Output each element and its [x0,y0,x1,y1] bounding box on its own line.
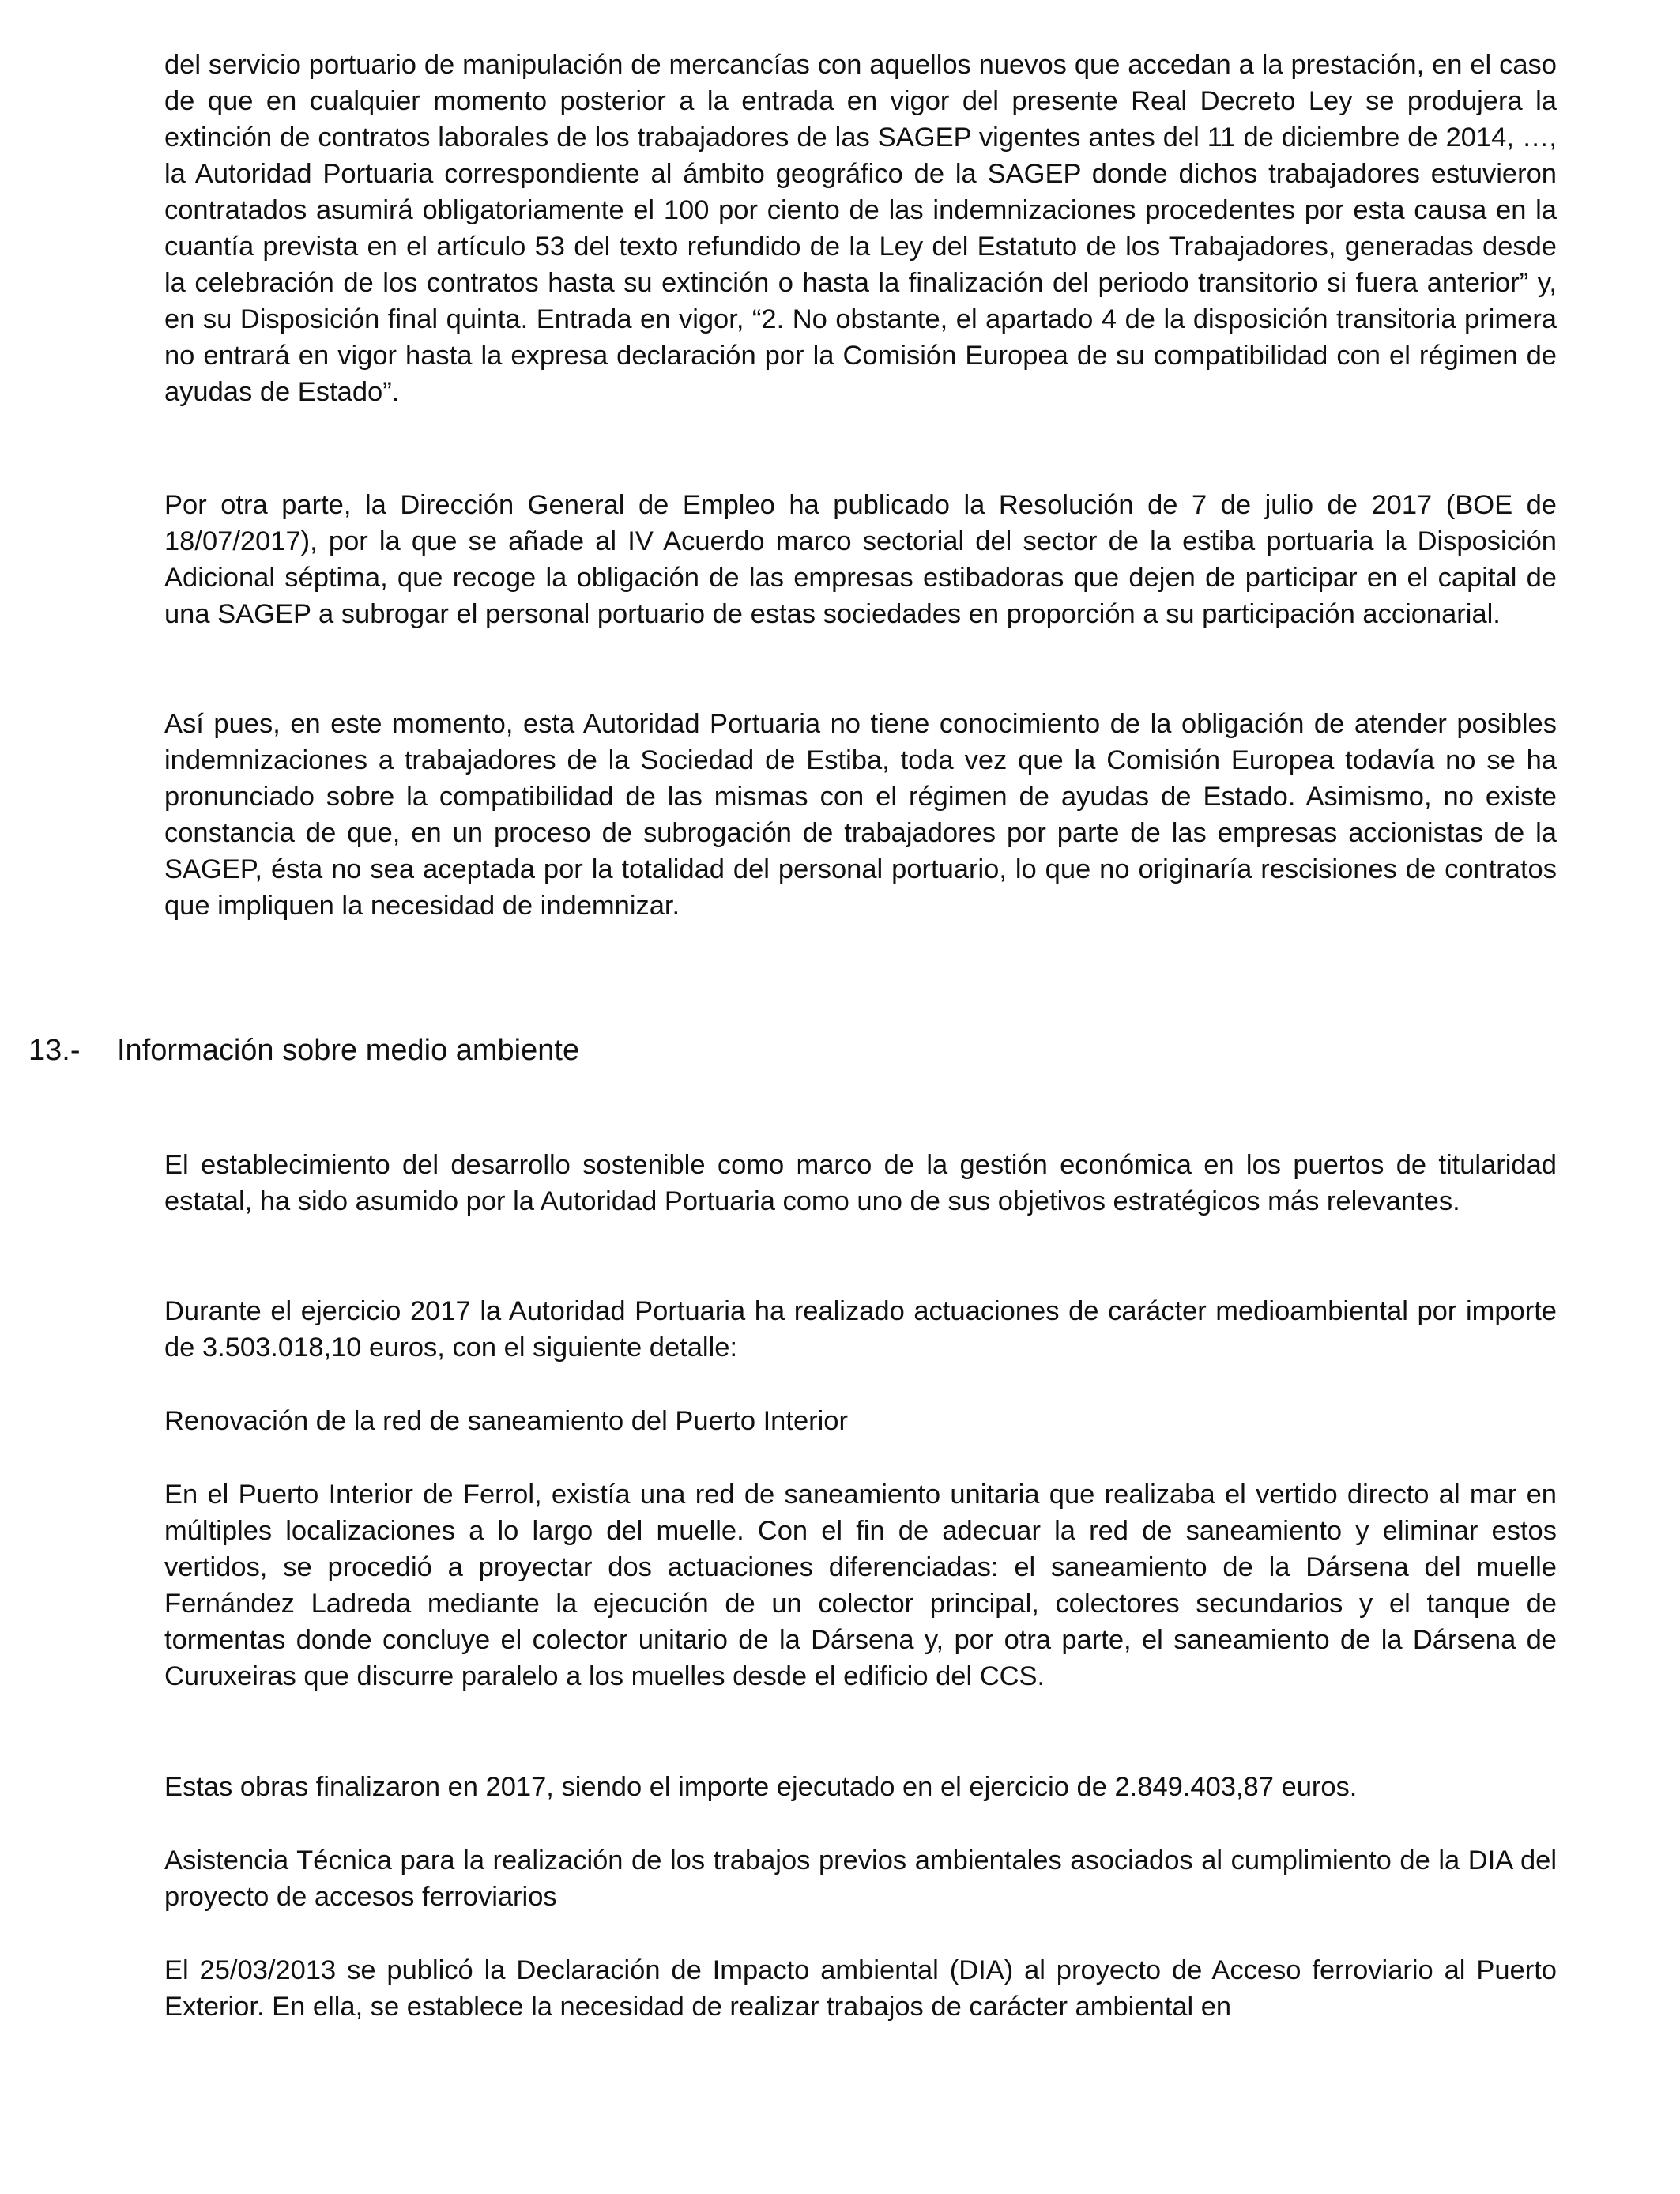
section-paragraph-1: El establecimiento del desarrollo sostenible como marco de la gestión económica en los puertos de titularidad estatal, ha sido asumido por la Autoridad Portuaria como uno de sus objetivos estratégicos más relevantes. [164,1150,1557,1216]
continuation-paragraph-3: Así pues, en este momento, esta Autoridad Portuaria no tiene conocimiento de la obligación de atender posibles indemnizaciones a trabajadores de la Sociedad de Estiba, toda vez que la Comisión Europea todavía no se ha pronunciado sobre la compatibilidad de las mismas con el régimen de ayudas de Estado. Asimismo, no existe constancia de que, en un proceso de subrogación de trabajadores por parte de las empresas accionistas de la SAGEP, ésta no sea aceptada por la totalidad del personal portuario, lo que no originaría rescisiones de contratos que impliquen la necesidad de indemnizar. [164,709,1557,921]
continuation-paragraph-1: del servicio portuario de manipulación de mercancías con aquellos nuevos que accedan a la prestación, en el caso de que en cualquier momento posterior a la entrada en vigor del presente Real Decreto Ley se produjera la extinción de contratos laborales de los trabajadores de las SAGEP vigentes antes del 11 de diciembre de 2014, …, la Autoridad Portuaria correspondiente al ámbito geográfico de la SAGEP donde dichos trabajadores estuvieron contratados asumirá obligatoriamente el 100 por ciento de las indemnizaciones procedentes por esta causa en la cuantía prevista en el artículo 53 del texto refundido de la Ley del Estatuto de los Trabajadores, generadas desde la celebración de los contratos hasta su extinción o hasta la finalización del periodo transitorio si fuera anterior” y, en su Disposición final quinta. Entrada en vigor, “2. No obstante, el apartado 4 de la disposición transitoria primera no entrará en vigor hasta la expresa declaración por la Comisión Europea de su compatibilidad con el régimen de ayudas de Estado”. [164,50,1557,407]
continuation-paragraph-2: Por otra parte, la Dirección General de Empleo ha publicado la Resolución de 7 de julio de 2017 (BOE de 18/07/2017), por la que se añade al IV Acuerdo marco sectorial del sector de la estiba portuaria la Disposición Adicional séptima, que recoge la obligación de las empresas estibadoras que dejen de participar en el capital de una SAGEP a subrogar el personal portuario de estas sociedades en proporción a su participación accionarial. [164,490,1557,629]
section-heading [28,1031,579,1070]
subheading-saneamiento: Renovación de la red de saneamiento del Puerto Interior [164,1406,848,1436]
section-title: Información sobre medio ambiente [117,1034,580,1067]
section-number: 13.- [28,1034,81,1067]
section-paragraph-3: En el Puerto Interior de Ferrol, existía una red de saneamiento unitaria que realizaba el vertido directo al mar en múltiples localizaciones a lo largo del muelle. Con el fin de adecuar la red de saneamiento y eliminar estos vertidos, se procedió a proyectar dos actuaciones diferenciadas: el saneamiento de la Dársena del muelle Fernández Ladreda mediante la ejecución de un colector principal, colectores secundarios y el tanque de tormentas donde concluye el colector unitario de la Dársena y, por otra parte, el saneamiento de la Dársena de Curuxeiras que discurre paralelo a los muelles desde el edificio del CCS. [164,1480,1557,1691]
section-paragraph-4: Estas obras finalizaron en 2017, siendo el importe ejecutado en el ejercicio de 2.849.403,87 euros. [164,1772,1358,1802]
subheading-asistencia-tecnica: Asistencia Técnica para la realización de los trabajos previos ambientales asociados al cumplimiento de la DIA del proyecto de accesos ferroviarios [164,1845,1557,1912]
section-paragraph-5: El 25/03/2013 se publicó la Declaración de Impacto ambiental (DIA) al proyecto de Acceso ferroviario al Puerto Exterior. En ella, se establece la necesidad de realizar trabajos de carácter ambiental en [164,1955,1557,2022]
section-paragraph-2: Durante el ejercicio 2017 la Autoridad Portuaria ha realizado actuaciones de carácter medioambiental por importe de 3.503.018,10 euros, con el siguiente detalle: [164,1296,1557,1363]
